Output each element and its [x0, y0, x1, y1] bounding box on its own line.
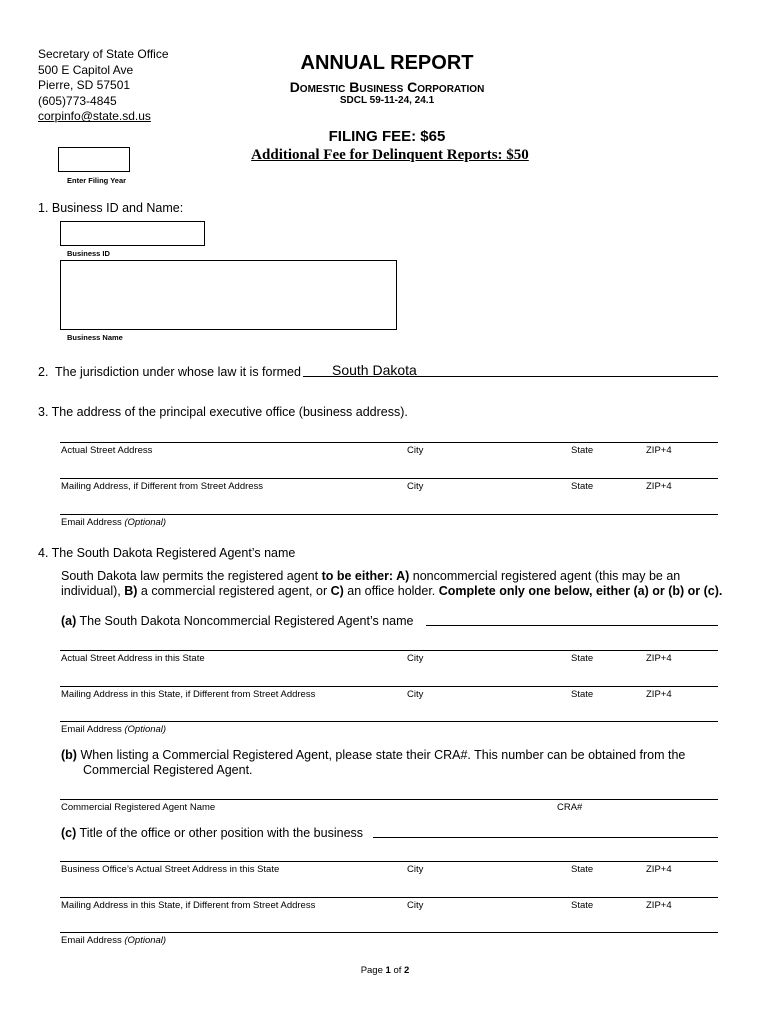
q3-mailing-state-label: State	[571, 481, 594, 492]
filing-year-label: Enter Filing Year	[67, 176, 127, 185]
q4c-email-line[interactable]	[60, 932, 718, 933]
business-id-input[interactable]	[60, 221, 205, 246]
q4a-mailing-zip-label: ZIP+4	[646, 689, 672, 700]
statute-reference: SDCL 59-11-24, 24.1	[339, 95, 435, 106]
q4a-agent-name-line[interactable]	[426, 625, 718, 626]
q3-zip-label: ZIP+4	[646, 445, 672, 456]
q4c-street-line[interactable]	[60, 861, 718, 862]
q3-email-line[interactable]	[60, 514, 718, 515]
q4a-mailing-city-label: City	[407, 689, 424, 700]
form-title: ANNUAL REPORT	[300, 52, 474, 74]
q4a-email-line[interactable]	[60, 721, 718, 722]
business-name-input[interactable]	[60, 260, 397, 330]
q2-jurisdiction-value: South Dakota	[332, 362, 417, 378]
q4a-email-label: Email Address (Optional)	[61, 724, 167, 735]
filing-year-input[interactable]	[58, 147, 130, 172]
office-street: 500 E Capitol Ave	[38, 62, 134, 77]
q4c-title-line[interactable]	[373, 837, 718, 838]
q4c-label: (c) Title of the office or other position with the business	[61, 826, 364, 840]
q3-street-line[interactable]	[60, 442, 718, 443]
q3-label: 3. The address of the principal executive office (business address).	[38, 405, 408, 419]
q4c-mailing-line[interactable]	[60, 897, 718, 898]
q3-mailing-label: Mailing Address, if Different from Street Address	[61, 481, 264, 492]
q4c-city-label: City	[407, 864, 424, 875]
q2-number: 2.	[38, 365, 49, 379]
q3-street-label: Actual Street Address	[61, 445, 153, 456]
q4a-zip-label: ZIP+4	[646, 653, 672, 664]
q4b-cra-label: CRA#	[557, 802, 583, 813]
q4a-mailing-line[interactable]	[60, 686, 718, 687]
q4b-text: (b) When listing a Commercial Registered Agent, please state their CRA#. This number can be obtained from the Commercial Registered Agent.	[61, 748, 686, 777]
q4a-city-label: City	[407, 653, 424, 664]
q4a-label: (a) The South Dakota Noncommercial Registered Agent’s name	[61, 614, 414, 628]
q3-city-label: City	[407, 445, 424, 456]
q3-mailing-line[interactable]	[60, 478, 718, 479]
q4c-zip-label: ZIP+4	[646, 864, 672, 875]
q4-intro: South Dakota law permits the registered agent to be either: A) noncommercial registered agent (this may be an individual), B) a commercial registered agent, or C) an office holder. Complete only one below, either (a) or (b) or (c).	[61, 569, 723, 598]
q4a-mailing-state-label: State	[571, 689, 594, 700]
office-address-block	[38, 47, 169, 125]
business-name-label: Business Name	[67, 333, 123, 342]
q3-mailing-city-label: City	[407, 481, 424, 492]
filing-fee: FILING FEE: $65	[328, 128, 446, 145]
q4a-state-label: State	[571, 653, 594, 664]
q3-mailing-zip-label: ZIP+4	[646, 481, 672, 492]
form-subtitle: Domestic Business Corporation	[289, 79, 485, 95]
q4c-mailing-city-label: City	[407, 900, 424, 911]
q4b-agent-label: Commercial Registered Agent Name	[61, 802, 216, 813]
q4a-street-line[interactable]	[60, 650, 718, 651]
q4c-mailing-zip-label: ZIP+4	[646, 900, 672, 911]
business-id-label: Business ID	[67, 249, 110, 258]
q4-label: 4. The South Dakota Registered Agent’s name	[38, 546, 296, 560]
q4c-mailing-label: Mailing Address in this State, if Different from Street Address	[61, 900, 316, 911]
delinquent-fee: Additional Fee for Delinquent Reports: $50	[251, 147, 529, 163]
q1-label: 1. Business ID and Name:	[38, 201, 184, 215]
q3-state-label: State	[571, 445, 594, 456]
office-city: Pierre, SD 57501	[38, 78, 131, 93]
q4c-email-label: Email Address (Optional)	[61, 935, 167, 946]
q4c-state-label: State	[571, 864, 594, 875]
q4c-street-label: Business Office’s Actual Street Address in this State	[61, 864, 280, 875]
office-phone: (605)773-4845	[38, 93, 117, 108]
q4a-street-label: Actual Street Address in this State	[61, 653, 205, 664]
office-name: Secretary of State Office	[38, 47, 169, 61]
q4b-agent-line[interactable]	[60, 799, 718, 800]
q3-email-label: Email Address (Optional)	[61, 517, 167, 528]
office-email-link[interactable]: corpinfo@state.sd.us	[38, 109, 151, 124]
q2-label: The jurisdiction under whose law it is formed	[55, 365, 301, 379]
page-number: Page 1 of 2	[360, 965, 410, 976]
q4a-mailing-label: Mailing Address in this State, if Different from Street Address	[61, 689, 316, 700]
q4c-mailing-state-label: State	[571, 900, 594, 911]
